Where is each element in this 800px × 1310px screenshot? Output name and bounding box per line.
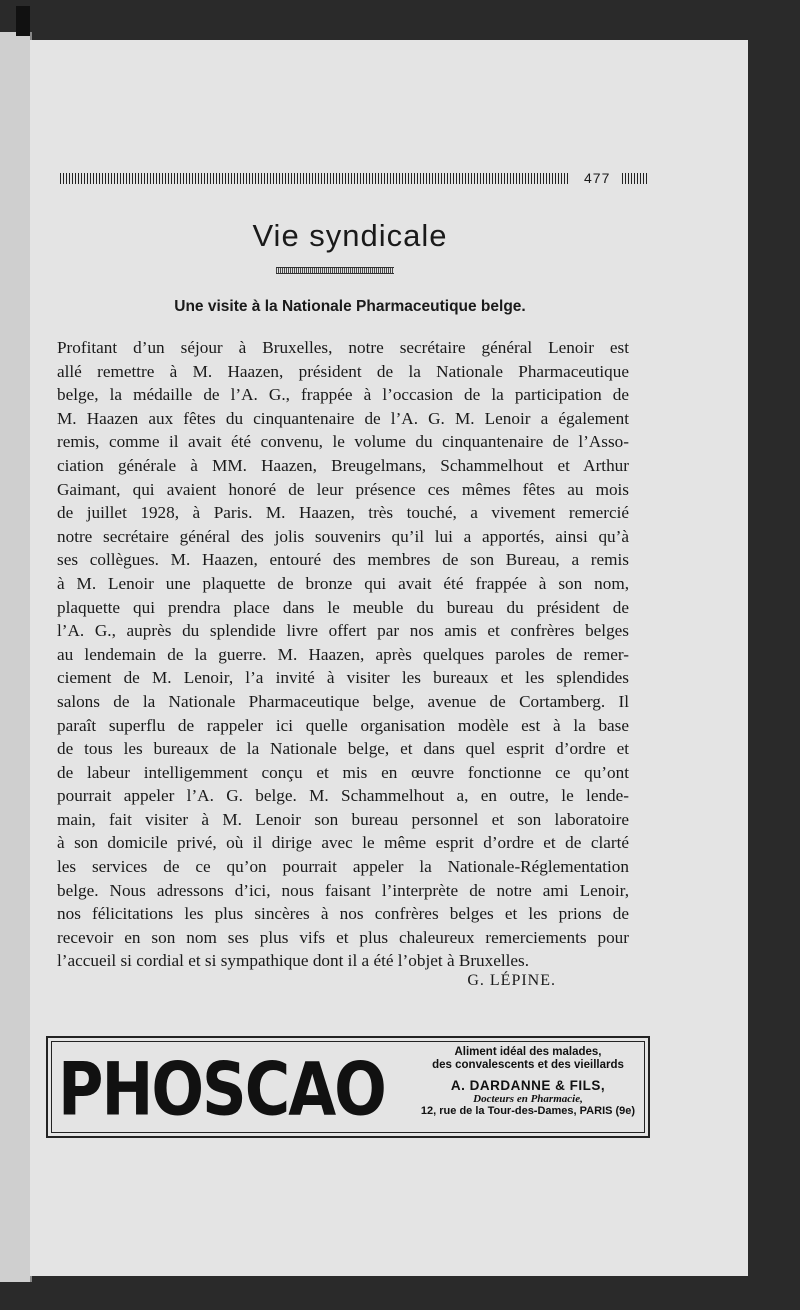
body-line: au lendemain de la guerre. M. Haazen, après quelques paroles de remer- [57, 644, 629, 664]
ad-tagline-2: des convalescents et des vieillards [432, 1059, 624, 1071]
body-line: plaquette qui prendra place dans le meuble du bureau du président de [57, 597, 629, 617]
body-line: main, fait visiter à M. Lenoir son bureau personnel et son laboratoire [57, 809, 629, 829]
ad-address: 12, rue de la Tour-des-Dames, PARIS (9e) [420, 1105, 636, 1117]
body-line: Profitant d’un séjour à Bruxelles, notre secrétaire général Lenoir est [57, 338, 629, 357]
header-ornament-right [622, 173, 648, 184]
body-line: allé remettre à M. Haazen, président de la Nationale Pharmaceutique [57, 361, 629, 381]
body-line: à son domicile privé, où il dirige avec le même esprit d’ordre et de clarté [57, 833, 629, 853]
advertisement [46, 1036, 650, 1138]
running-header [60, 168, 656, 188]
body-line: pourrait appeler l’A. G. belge. M. Schammelhout a, en outre, le lende- [57, 786, 629, 806]
body-line: remis, comme il avait été convenu, le volume du cinquantenaire de l’Asso- [57, 432, 629, 452]
article-body [57, 336, 629, 973]
body-line: Gaimant, qui avaient honoré de leur présence ces mêmes fêtes au mois [57, 479, 629, 499]
body-line: belge. Nous adressons d’ici, nous faisant l’interprète de notre ami Lenoir, [57, 880, 629, 900]
body-line: ciation générale à MM. Haazen, Breugelmans, Schammelhout et Arthur [57, 455, 629, 475]
body-line: belge, la médaille de l’A. G., frappée à l’occasion de la participation de [57, 385, 629, 405]
body-line: nos félicitations les plus sincères à nos confrères belges et les prions de [57, 904, 629, 924]
body-line: M. Haazen aux fêtes du cinquantenaire de l’A. G. M. Lenoir a également [57, 408, 629, 428]
body-line: les services de ce qu’on pourrait appeler la Nationale-Réglementation [57, 857, 629, 877]
title-rule [276, 267, 394, 274]
ad-tagline-1: Aliment idéal des malades, [454, 1046, 602, 1058]
body-line: l’accueil si cordial et si sympathique dont il a été l’objet à Bruxelles. [57, 951, 530, 971]
body-line: l’A. G., auprès du splendide livre offert par nos amis et confrères belges [57, 621, 629, 641]
book-page [30, 40, 748, 1276]
ad-details [408, 1046, 648, 1117]
body-line: ciement de M. Lenoir, l’a invité à visiter les bureaux et les splendides [57, 668, 629, 688]
book-spine [16, 6, 30, 36]
body-line: de tous les bureaux de la Nationale belge, et dans quel esprit d’ordre et [57, 739, 629, 759]
ad-profession: Docteurs en Pharmacie, [473, 1093, 583, 1105]
body-line: paraît superflu de rappeler ici quelle organisation modèle est à la base [57, 715, 629, 735]
body-line: à M. Lenoir une plaquette de bronze qui avait été frappée à son nom, [57, 573, 629, 593]
body-line: de labeur intelligemment conçu et mis en œuvre fonctionne ce qu’ont [57, 762, 629, 782]
header-ornament-left [60, 173, 568, 184]
body-line: ses collègues. M. Haazen, entouré des membres de son Bureau, a remis [57, 550, 629, 570]
body-line: de juillet 1928, à Paris. M. Haazen, très touché, a vivement remercié [57, 503, 629, 523]
body-line: notre secrétaire général des jolis souvenirs qu’il lui a apportés, ainsi qu’à [57, 526, 629, 546]
article-subtitle: Une visite à la Nationale Pharmaceutique belge. [174, 298, 526, 315]
adjacent-page-edge [0, 32, 32, 1282]
signature: G. LÉPINE. [467, 972, 556, 989]
ad-brand-name: PHOSCAO [58, 1046, 385, 1133]
body-line: salons de la Nationale Pharmaceutique belge, avenue de Cortamberg. Il [57, 691, 629, 711]
body-line: recevoir en son nom ses plus vifs et plus chaleureux remerciements pour [57, 927, 629, 947]
ad-company: A. DARDANNE & FILS, [450, 1078, 606, 1093]
section-title: Vie syndicale [252, 218, 448, 253]
page-number: 477 [584, 170, 611, 186]
